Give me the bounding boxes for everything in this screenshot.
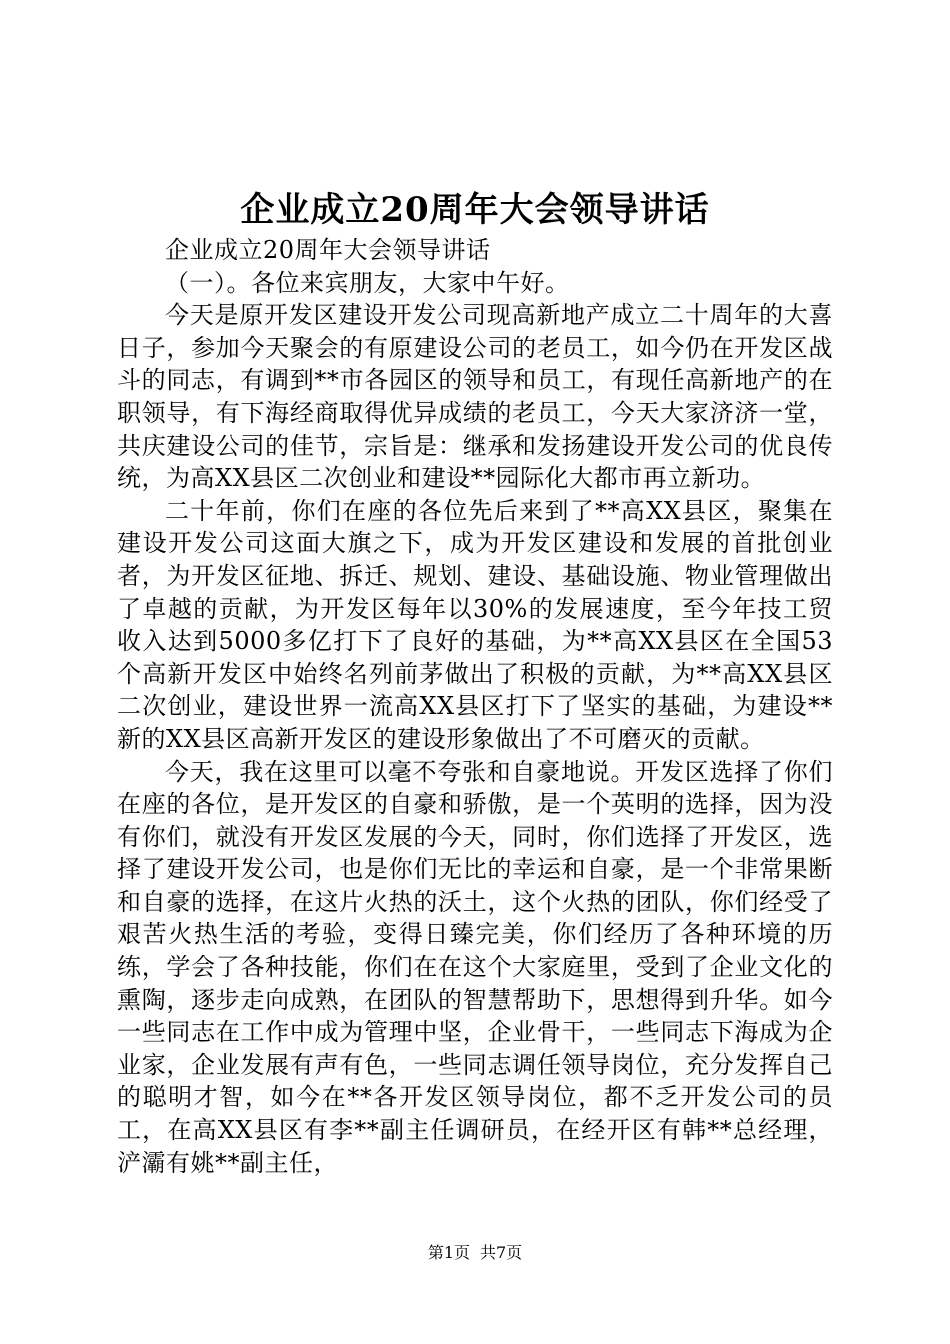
paragraph: 今天，我在这里可以毫不夸张和自豪地说。开发区选择了你们在座的各位，是开发区的自豪和骄傲，是一个英明的选择，因为没有你们，就没有开发区发展的今天，同时，你们选择了开发区，选择了建设开发公司，也是你们无比的幸运和自豪，是一个非常果断和自豪的选择，在这片火热的沃土，这个火热的团队，你们经受了艰苦火热生活的考验，变得日臻完美，你们经历了各种环境的历练，学会了各种技能，你们在在这个大家庭里，受到了企业文化的熏陶，逐步走向成熟，在团队的智慧帮助下，思想得到升华。如今一些同志在工作中成为管理中坚，企业骨干，一些同志下海成为企业家，企业发展有声有色，一些同志调任领导岗位，充分发挥自己的聪明才智，如今在**各开发区领导岗位，都不乏开发公司的员工，在高XX县区有李**副主任调研员，在经开区有韩**总经理，浐灞有姚**副主任， — [117, 757, 833, 1177]
paragraph: 今天是原开发区建设开发公司现高新地产成立二十周年的大喜日子，参加今天聚会的有原建设公司的老员工，如今仍在开发区战斗的同志，有调到**市各园区的领导和员工，有现任高新地产的在职领导，有下海经商取得优异成绩的老员工，今天大家济济一堂，共庆建设公司的佳节，宗旨是：继承和发扬建设开发公司的优良传统，为高XX县区二次创业和建设**园际化大都市再立新功。 — [117, 301, 833, 493]
paragraph-subtitle: 企业成立20周年大会领导讲话 — [165, 236, 491, 264]
page-total: 共7页 — [480, 1243, 523, 1262]
document-body — [117, 234, 833, 1179]
paragraph: 二十年前，你们在座的各位先后来到了**高XX县区，聚集在建设开发公司这面大旗之下，成为开发区建设和发展的首批创业者，为开发区征地、拆迁、规划、建设、基础设施、物业管理做出了卓越的贡献，为开发区每年以30%的发展速度，至今年技工贸收入达到5000多亿打下了良好的基础，为**高XX县区在全国53个高新开发区中始终名列前茅做出了积极的贡献，为**高XX县区二次创业，建设世界一流高XX县区打下了坚实的基础，为建设**新的XX县区高新开发区的建设形象做出了不可磨灭的贡献。 — [117, 496, 833, 753]
page-number: 第1页 — [427, 1243, 470, 1262]
page-footer — [0, 1241, 950, 1265]
paragraph-greeting: （一）。各位来宾朋友，大家中午好。 — [165, 268, 570, 297]
document-title: 企业成立20周年大会领导讲话 — [240, 190, 710, 230]
